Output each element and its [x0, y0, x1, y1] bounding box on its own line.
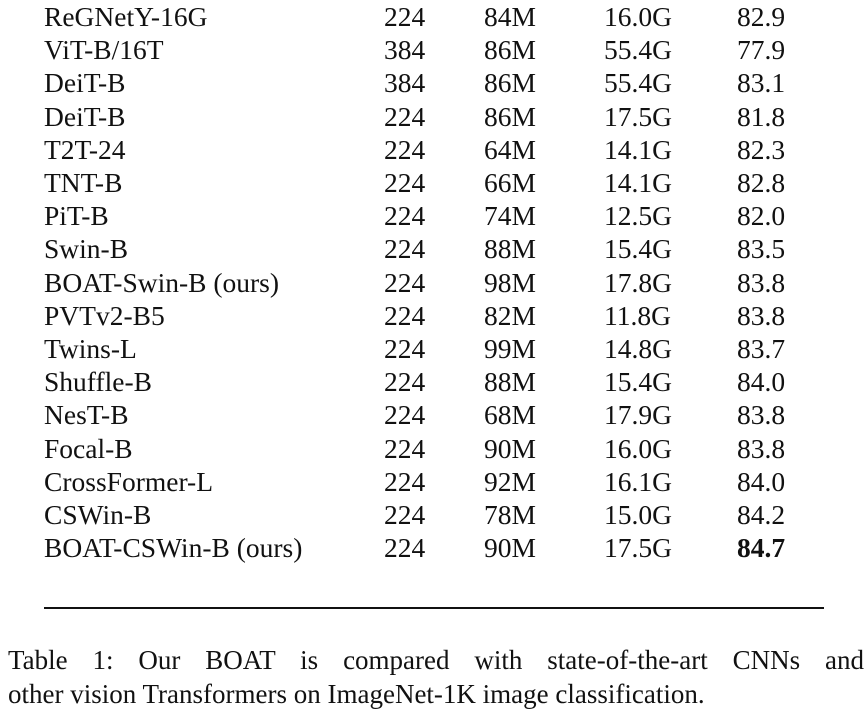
model-cell: Focal-B [44, 432, 133, 464]
top1-accuracy-cell: 84.0 [737, 366, 786, 398]
table-row [44, 465, 824, 498]
params-cell: 86M [484, 67, 536, 99]
top1-accuracy-cell: 84.2 [737, 499, 786, 531]
resolution-cell: 224 [384, 266, 426, 298]
top1-accuracy-cell: 83.5 [737, 233, 786, 265]
top1-accuracy-cell: 84.0 [737, 465, 786, 497]
top1-accuracy-cell: 83.8 [737, 399, 786, 431]
params-cell: 78M [484, 499, 536, 531]
params-cell: 90M [484, 432, 536, 464]
resolution-cell: 224 [384, 167, 426, 199]
table-row [44, 100, 824, 133]
top1-accuracy-cell: 81.8 [737, 100, 786, 132]
model-cell: PVTv2-B5 [44, 299, 165, 331]
resolution-cell: 384 [384, 34, 426, 66]
resolution-cell: 384 [384, 67, 426, 99]
flops-cell: 16.0G [604, 1, 672, 32]
caption-line-2: other vision Transformers on ImageNet-1K image classification. [8, 679, 705, 709]
resolution-cell: 224 [384, 299, 426, 331]
top1-accuracy-cell: 83.8 [737, 432, 786, 464]
table-row [44, 365, 824, 398]
flops-cell: 14.1G [604, 133, 672, 165]
results-table [44, 0, 824, 564]
table-bottom-rule [44, 607, 824, 609]
resolution-cell: 224 [384, 1, 426, 32]
flops-cell: 17.5G [604, 532, 672, 564]
params-cell: 64M [484, 133, 536, 165]
table-row [44, 66, 824, 99]
resolution-cell: 224 [384, 233, 426, 265]
table-row [44, 33, 824, 66]
table-row [44, 398, 824, 431]
top1-accuracy-cell: 82.9 [737, 1, 786, 32]
model-cell: DeiT-B [44, 100, 126, 132]
table-row [44, 299, 824, 332]
flops-cell: 15.0G [604, 499, 672, 531]
model-cell: BOAT-Swin-B (ours) [44, 266, 280, 298]
resolution-cell: 224 [384, 366, 426, 398]
table-row [44, 332, 824, 365]
resolution-cell: 224 [384, 499, 426, 531]
resolution-cell: 224 [384, 333, 426, 365]
model-cell: DeiT-B [44, 67, 126, 99]
resolution-cell: 224 [384, 532, 426, 564]
params-cell: 99M [484, 333, 536, 365]
model-cell: NesT-B [44, 399, 129, 431]
params-cell: 74M [484, 200, 536, 232]
params-cell: 82M [484, 299, 536, 331]
params-cell: 98M [484, 266, 536, 298]
flops-cell: 55.4G [604, 67, 672, 99]
top1-accuracy-cell: 82.3 [737, 133, 786, 165]
model-cell: CrossFormer-L [44, 465, 214, 497]
results-table-body [44, 0, 824, 564]
model-cell: Swin-B [44, 233, 129, 265]
table-row [44, 199, 824, 232]
resolution-cell: 224 [384, 432, 426, 464]
params-cell: 90M [484, 532, 536, 564]
model-cell: CSWin-B [44, 499, 152, 531]
top1-accuracy-cell: 84.7 [737, 532, 786, 564]
params-cell: 88M [484, 366, 536, 398]
model-cell: Shuffle-B [44, 366, 152, 398]
flops-cell: 55.4G [604, 34, 672, 66]
top1-accuracy-cell: 82.8 [737, 167, 786, 199]
flops-cell: 16.0G [604, 432, 672, 464]
model-cell: BOAT-CSWin-B (ours) [44, 532, 303, 564]
top1-accuracy-cell: 82.0 [737, 200, 786, 232]
table-row [44, 166, 824, 199]
top1-accuracy-cell: 83.1 [737, 67, 786, 99]
table-caption [8, 643, 864, 711]
params-cell: 84M [484, 1, 536, 32]
resolution-cell: 224 [384, 465, 426, 497]
flops-cell: 15.4G [604, 233, 672, 265]
flops-cell: 17.8G [604, 266, 672, 298]
flops-cell: 14.8G [604, 333, 672, 365]
table-row [44, 133, 824, 166]
model-cell: Twins-L [44, 333, 137, 365]
flops-cell: 11.8G [604, 299, 671, 331]
caption-line-1: Table 1: Our BOAT is compared with state-of-the-art CNNs and [8, 645, 864, 675]
flops-cell: 14.1G [604, 167, 672, 199]
flops-cell: 16.1G [604, 465, 672, 497]
params-cell: 86M [484, 100, 536, 132]
model-cell: ViT-B/16T [44, 34, 164, 66]
top1-accuracy-cell: 83.7 [737, 333, 786, 365]
params-cell: 92M [484, 465, 536, 497]
model-cell: PiT-B [44, 200, 109, 232]
top1-accuracy-cell: 83.8 [737, 266, 786, 298]
params-cell: 88M [484, 233, 536, 265]
model-cell: ReGNetY-16G [44, 1, 208, 32]
params-cell: 66M [484, 167, 536, 199]
resolution-cell: 224 [384, 200, 426, 232]
table-row [44, 232, 824, 265]
table-row [44, 0, 824, 33]
table-row [44, 266, 824, 299]
flops-cell: 15.4G [604, 366, 672, 398]
model-cell: TNT-B [44, 167, 123, 199]
top1-accuracy-cell: 77.9 [737, 34, 786, 66]
resolution-cell: 224 [384, 399, 426, 431]
flops-cell: 17.9G [604, 399, 672, 431]
flops-cell: 17.5G [604, 100, 672, 132]
table-row [44, 531, 824, 564]
top1-accuracy-cell: 83.8 [737, 299, 786, 331]
table-row [44, 498, 824, 531]
table-row [44, 432, 824, 465]
resolution-cell: 224 [384, 100, 426, 132]
resolution-cell: 224 [384, 133, 426, 165]
params-cell: 86M [484, 34, 536, 66]
flops-cell: 12.5G [604, 200, 672, 232]
model-cell: T2T-24 [44, 133, 126, 165]
params-cell: 68M [484, 399, 536, 431]
